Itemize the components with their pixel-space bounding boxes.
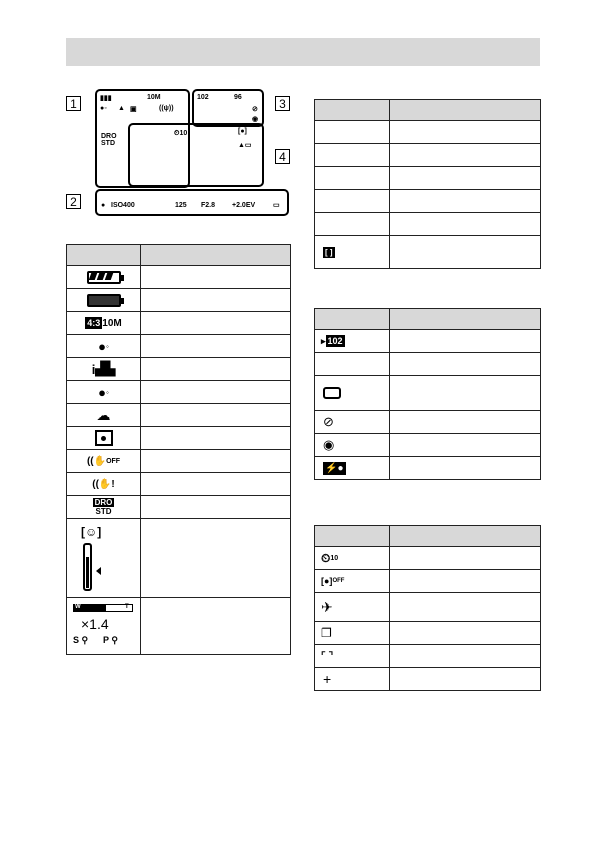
battery-low-icon bbox=[87, 294, 121, 307]
lcd-panel-center bbox=[128, 123, 264, 187]
lcd-iso: ISO400 bbox=[111, 202, 135, 209]
dro-icon: DRO bbox=[94, 498, 113, 507]
table-right-1 bbox=[314, 99, 541, 269]
table-row bbox=[67, 335, 291, 358]
table-row bbox=[315, 457, 541, 480]
table-row bbox=[315, 353, 541, 376]
lcd-image-size: 10M bbox=[147, 94, 161, 101]
table-row bbox=[67, 473, 291, 496]
af-range-frame-icon: ⌜ ⌝ bbox=[321, 650, 334, 662]
zoom-indicator: W T ×1.4 S ⚲ P ⚲ bbox=[67, 598, 140, 654]
image-size-label: 10M bbox=[102, 317, 122, 329]
table-row bbox=[315, 622, 541, 645]
red-eye-icon: ◉ bbox=[323, 437, 335, 452]
table-row bbox=[315, 190, 541, 213]
table-row bbox=[315, 144, 541, 167]
table-row bbox=[315, 236, 541, 269]
table-row bbox=[67, 519, 291, 598]
aspect-icon: 4:3 bbox=[87, 318, 101, 328]
smile-level-bar bbox=[83, 543, 92, 591]
lcd-ev: +2.0EV bbox=[232, 202, 256, 209]
table-row bbox=[67, 312, 291, 335]
callout-2: 2 bbox=[66, 194, 81, 209]
zoom-bar bbox=[73, 604, 133, 612]
scene-portrait-icon: ● ◦ bbox=[98, 384, 109, 400]
macro-icon: ✈ bbox=[321, 598, 333, 615]
table-row bbox=[315, 411, 541, 434]
lcd-red-eye-icon: ◉ bbox=[252, 116, 259, 123]
table-row bbox=[67, 427, 291, 450]
lcd-face-icon: ●◦ bbox=[100, 105, 107, 112]
self-timer-icon: ⏲ bbox=[321, 550, 331, 565]
battery-icon bbox=[87, 271, 121, 284]
table-row bbox=[315, 668, 541, 691]
lcd-panel-bottom bbox=[95, 189, 289, 216]
lcd-remaining: 96 bbox=[234, 94, 242, 101]
memory-card-icon bbox=[323, 387, 341, 399]
lcd-aperture: F2.8 bbox=[201, 202, 216, 209]
section-header-bar bbox=[66, 38, 540, 66]
lcd-dro: DRO STD bbox=[101, 133, 117, 147]
table-row bbox=[315, 330, 541, 353]
flash-charging-icon: ⚡● bbox=[325, 462, 344, 474]
lcd-face-off: [●] bbox=[238, 128, 247, 135]
table-row: ⏲ 10 bbox=[315, 547, 541, 570]
zoom-scale: ×1.4 bbox=[81, 616, 109, 632]
table-row: ((✋ OFF bbox=[67, 450, 291, 473]
lcd-panel-right bbox=[192, 89, 264, 127]
table-row: [●] OFF bbox=[315, 570, 541, 593]
table-row bbox=[67, 381, 291, 404]
af-frame-icon: [ ] bbox=[325, 247, 333, 257]
camera-shake-warning-icon: ((✋! bbox=[92, 478, 115, 490]
flash-off-icon: ⊘ bbox=[323, 414, 334, 429]
intelligent-auto-label: i bbox=[91, 361, 96, 377]
lcd-folder: 102 bbox=[197, 94, 209, 101]
folder-label: 102 bbox=[327, 336, 343, 346]
smile-icon: [☺] bbox=[81, 525, 102, 539]
lcd-rec-dot: ● bbox=[101, 202, 106, 209]
callout-4: 4 bbox=[275, 149, 290, 164]
level-pointer-icon bbox=[96, 567, 101, 575]
table-row bbox=[67, 266, 291, 289]
spot-metering-cross-icon: + bbox=[323, 671, 332, 687]
steadyshot-icon: ((✋ bbox=[86, 455, 107, 467]
table1-header-desc bbox=[141, 245, 291, 266]
table-row bbox=[67, 598, 291, 655]
table-row bbox=[315, 434, 541, 457]
scene-icon: ☁ bbox=[96, 406, 111, 423]
table-right-3 bbox=[314, 525, 541, 691]
lcd-memory-icon: ▭ bbox=[273, 202, 280, 209]
callout-1: 1 bbox=[66, 96, 81, 111]
burst-icon: ❐ bbox=[321, 626, 332, 640]
table-row bbox=[315, 593, 541, 622]
lcd-battery-icon: ▮▮▮ bbox=[100, 95, 112, 102]
table-row bbox=[315, 167, 541, 190]
table-row bbox=[315, 213, 541, 236]
lcd-macro-burst: ▲▭ bbox=[238, 142, 252, 149]
table1-header-icon bbox=[67, 245, 141, 266]
callout-3: 3 bbox=[275, 96, 290, 111]
table-row bbox=[315, 645, 541, 668]
folder-icon: ▸ bbox=[321, 335, 326, 346]
camera-icon: ▟▙ bbox=[95, 361, 116, 376]
table-row bbox=[315, 121, 541, 144]
table-row bbox=[315, 376, 541, 411]
face-detection-off-icon: [●] bbox=[321, 576, 333, 586]
table-left-icons bbox=[66, 244, 291, 655]
face-detection-level-indicator bbox=[67, 519, 140, 597]
table-row bbox=[67, 404, 291, 427]
table-row bbox=[67, 358, 291, 381]
lcd-self-timer: ⏲10 bbox=[174, 130, 188, 137]
metering-spot-icon bbox=[95, 430, 113, 446]
lcd-metering-icon: ▣ bbox=[130, 106, 137, 113]
face-detection-icon: ● ◦ bbox=[98, 338, 109, 354]
smart-zoom-icon: S ⚲ bbox=[73, 635, 89, 645]
lcd-scene-icon: ▲ bbox=[118, 105, 125, 112]
lcd-flash-icon: ⊘ bbox=[252, 106, 258, 113]
table-right-2 bbox=[314, 308, 541, 480]
precision-zoom-icon: P ⚲ bbox=[103, 635, 118, 645]
lcd-steadyshot-icon: ((ψ)) bbox=[159, 105, 174, 112]
lcd-display-diagram bbox=[66, 83, 290, 235]
table-row: DRO STD bbox=[67, 496, 291, 519]
lcd-shutter: 125 bbox=[175, 202, 187, 209]
table-row bbox=[67, 289, 291, 312]
